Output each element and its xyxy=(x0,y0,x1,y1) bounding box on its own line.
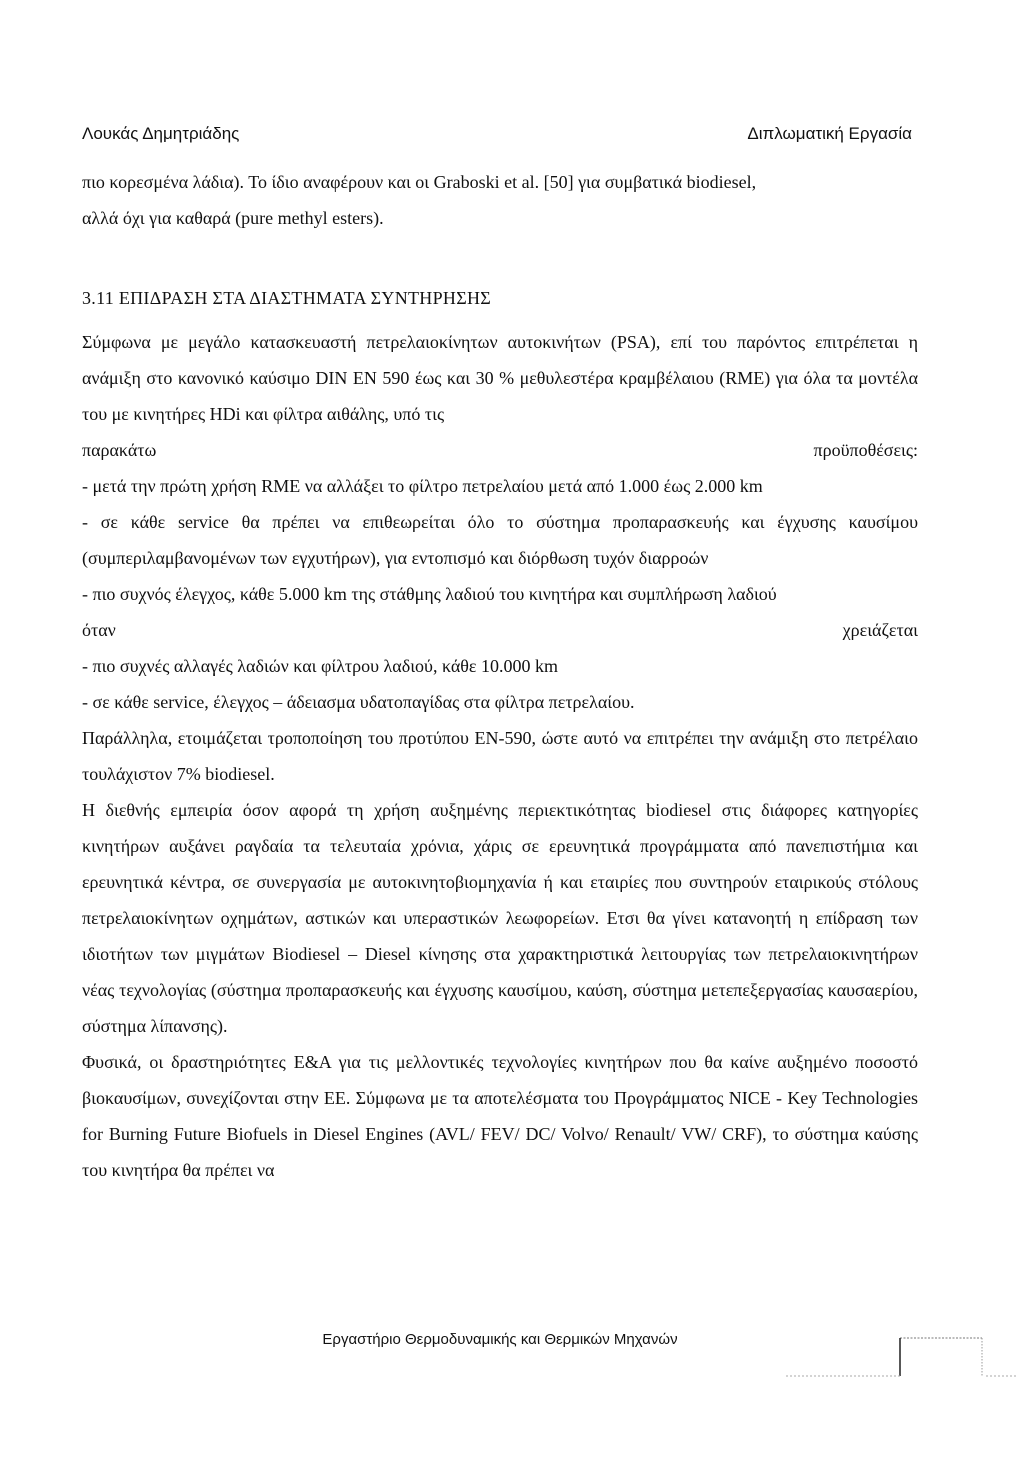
header-doc-type: Διπλωματική Εργασία xyxy=(747,124,912,143)
intro-line-1: πιο κορεσμένα λάδια). Το ίδιο αναφέρουν και οι Graboski et al. [50] για συμβατικά biodiesel, xyxy=(82,172,757,192)
bullet-item-3: - πιο συχνός έλεγχος, κάθε 5.000 km της στάθμης λαδιού του κινητήρα και συμπλήρωση λαδιού xyxy=(82,584,777,604)
bullet-item-3-last-line xyxy=(82,612,918,648)
bullet-item-1: - μετά την πρώτη χρήση RME να αλλάξει το φίλτρο πετρελαίου μετά από 1.000 έως 2.000 km xyxy=(82,476,763,496)
scan-artifact-mark xyxy=(786,1336,1016,1382)
paragraph-nice-programme: Φυσικά, οι δραστηριότητες Ε&Α για τις μελλοντικές τεχνολογίες κινητήρων που θα καίνε αυξημένο ποσοστό βιοκαυσίμων, συνεχίζονται στην ΕΕ. Σύμφωνα με τα αποτελέσματα του Προγράμματος NICE - Key Technologies for Burning Future Biofuels in Diesel Engines (AVL/ FEV/ DC/ Volvo/ Renault/ VW/ CRF), το σύστημα καύσης του κινητήρα θα πρέπει να xyxy=(82,1052,918,1180)
intro-block xyxy=(82,164,918,236)
paragraph-en590: Παράλληλα, ετοιμάζεται τροποποίηση του προτύπου EN-590, ώστε αυτό να επιτρέπει την ανάμιξη στο πετρέλαιο τουλάχιστον 7% biodiesel. xyxy=(82,728,918,784)
bullet-item-4: - πιο συχνές αλλαγές λαδιών και φίλτρου λαδιού, κάθε 10.000 km xyxy=(82,656,558,676)
paragraph-international-experience: Η διεθνής εμπειρία όσον αφορά τη χρήση αυξημένης περιεκτικότητας biodiesel στις διάφορες κατηγορίες κινητήρων αυξάνει ραγδαία τα τελευταία χρόνια, χάρις σε ερευνητικά προγράμματα από πανεπιστήμια και ερευνητικά κέντρα, σε συνεργασία με αυτοκινητοβιομηχανία ή και εταιρίες που συντηρούν εταιρικούς στόλους πετρελαιοκίνητων οχημάτων, αστικών και υπεραστικών λεωφορείων. Ετσι θα γίνει κατανοητή η επίδραση των ιδιοτήτων των μιγμάτων Biodiesel – Diesel κίνησης στα χαρακτηριστικά λειτουργίας των πετρελαιοκινητήρων νέας τεχνολογίας (σύστημα προπαρασκευής και έγχυσης καυσίμου, καύση, σύστημα μετεπεξεργασίας καυσαερίου, σύστημα λίπανσης). xyxy=(82,800,918,1036)
bullet-item-3-end-right: χρειάζεται xyxy=(842,620,918,640)
paragraph-psa-end-left: παρακάτω xyxy=(82,440,157,460)
bullet-item-3-end-left: όταν xyxy=(82,620,116,640)
paragraph-psa-last-line xyxy=(82,432,918,468)
intro-line-2: αλλά όχι για καθαρά (pure methyl esters). xyxy=(82,208,384,228)
paragraph-psa: Σύμφωνα με μεγάλο κατασκευαστή πετρελαιοκίνητων αυτοκινήτων (PSA), επί του παρόντος επιτρέπεται η ανάμιξη στο κανονικό καύσιμο DIN EN 590 έως και 30 % μεθυλεστέρα κραμβέλαιου (RME) για όλα τα μοντέλα του με κινητήρες HDi και φίλτρα αιθάλης, υπό τις xyxy=(82,332,919,424)
footer-lab-text: Εργαστήριο Θερμοδυναμικής και Θερμικών Μηχανών xyxy=(322,1331,678,1348)
section-body xyxy=(82,324,918,1188)
section-heading: 3.11 ΕΠΙΔΡΑΣΗ ΣΤΑ ΔΙΑΣΤΗΜΑΤΑ ΣΥΝΤΗΡΗΣΗΣ xyxy=(82,288,492,308)
paragraph-psa-end-right: προϋποθέσεις: xyxy=(813,440,918,460)
bullet-item-2: - σε κάθε service θα πρέπει να επιθεωρείται όλο το σύστημα προπαρασκευής και έγχυσης καυσίμου (συμπεριλαμβανομένων των εγχυτήρων), για εντοπισμό και διόρθωση τυχόν διαρροών xyxy=(82,512,918,568)
bullet-item-5: - σε κάθε service, έλεγχος – άδειασμα υδατοπαγίδας στα φίλτρα πετρελαίου. xyxy=(82,692,635,712)
header-author: Λουκάς Δημητριάδης xyxy=(82,124,240,143)
